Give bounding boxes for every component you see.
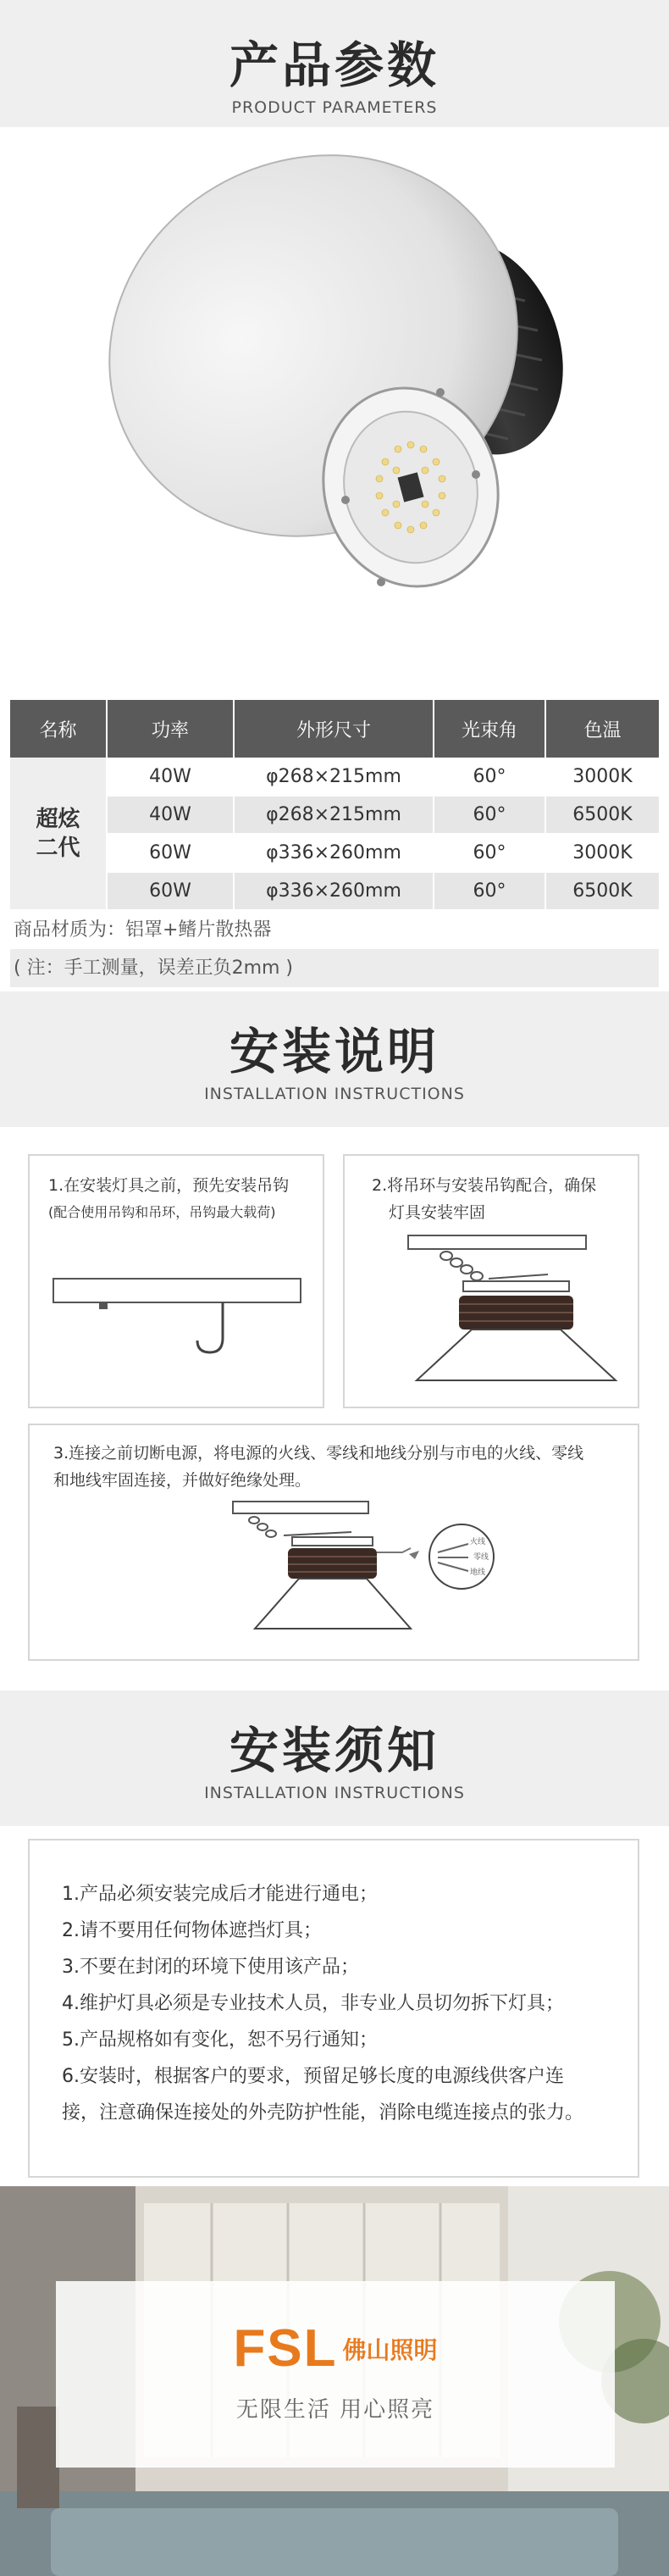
list-item: 接，注意确保连接处的外壳防护性能，消除电缆连接点的张力。 bbox=[62, 2102, 584, 2124]
col-header-power: 功率 bbox=[107, 700, 234, 758]
params-header bbox=[0, 0, 669, 127]
notice-header bbox=[0, 1690, 669, 1826]
step3-text-line2: 和地线牢固连接，并做好绝缘处理。 bbox=[53, 1471, 312, 1490]
params-title: 产品参数 bbox=[229, 36, 440, 94]
brand-logo-cn: 佛山照明 bbox=[342, 2335, 438, 2364]
hook-diagram bbox=[30, 1156, 326, 1410]
step2-text: 2.将吊环与安装吊钩配合，确保 bbox=[372, 1176, 597, 1195]
install-title: 安装说明 bbox=[229, 1023, 440, 1080]
list-item: 2.请不要用任何物体遮挡灯具； bbox=[62, 1920, 322, 1941]
product-name-line1: 超炫 bbox=[36, 806, 80, 832]
brand-logo-text: FSL bbox=[233, 2319, 338, 2378]
col-header-angle: 光束角 bbox=[434, 700, 545, 758]
material-note: 商品材质为：铝罩+鳍片散热器 bbox=[10, 911, 659, 949]
step2-text-line2: 灯具安装牢固 bbox=[389, 1203, 486, 1222]
cell-size: φ336×260mm bbox=[234, 872, 434, 910]
notice-title: 安装须知 bbox=[229, 1722, 440, 1779]
table-row bbox=[10, 872, 659, 910]
spec-table bbox=[10, 700, 659, 911]
install-subtitle: INSTALLATION INSTRUCTIONS bbox=[204, 1085, 465, 1103]
step1-subtext: (配合使用吊钩和吊环，吊钩最大载荷) bbox=[48, 1204, 276, 1220]
wiring-diagram bbox=[30, 1425, 641, 1663]
table-row bbox=[10, 758, 659, 796]
params-subtitle: PRODUCT PARAMETERS bbox=[231, 98, 438, 117]
table-row bbox=[10, 796, 659, 834]
col-header-name: 名称 bbox=[10, 700, 107, 758]
cell-size: φ268×215mm bbox=[234, 796, 434, 834]
brand-slogan: 无限生活 用心照亮 bbox=[235, 2397, 435, 2423]
brand-logo bbox=[56, 2318, 615, 2379]
measure-note: ( 注：手工测量，误差正负2mm ) bbox=[10, 949, 659, 987]
cell-angle: 60° bbox=[434, 834, 545, 872]
spec-table-header bbox=[10, 700, 659, 758]
cell-size: φ268×215mm bbox=[234, 758, 434, 796]
install-step-3 bbox=[28, 1424, 639, 1661]
list-item: 1.产品必须安装完成后才能进行通电； bbox=[62, 1884, 378, 1905]
product-name-line2: 二代 bbox=[36, 835, 80, 861]
install-step-2 bbox=[343, 1154, 639, 1408]
cell-angle: 60° bbox=[434, 872, 545, 910]
step1-text: 1.在安装灯具之前，预先安装吊钩 bbox=[48, 1176, 290, 1195]
product-image bbox=[0, 127, 669, 686]
highbay-lamp-illustration bbox=[0, 127, 669, 686]
mounted-lamp-diagram bbox=[345, 1156, 641, 1410]
cell-power: 40W bbox=[107, 758, 234, 796]
cell-temp: 6500K bbox=[545, 796, 659, 834]
cell-power: 40W bbox=[107, 796, 234, 834]
list-item: 4.维护灯具必须是专业技术人员，非专业人员切勿拆下灯具； bbox=[62, 1993, 564, 2014]
cell-angle: 60° bbox=[434, 796, 545, 834]
wire-label-ground: 地线 bbox=[470, 1568, 486, 1577]
notice-list bbox=[28, 1839, 639, 2178]
list-item: 5.产品规格如有变化，恕不另行通知； bbox=[62, 2029, 378, 2051]
cell-temp: 3000K bbox=[545, 834, 659, 872]
cell-power: 60W bbox=[107, 834, 234, 872]
col-header-temp: 色温 bbox=[545, 700, 659, 758]
cell-angle: 60° bbox=[434, 758, 545, 796]
col-header-size: 外形尺寸 bbox=[234, 700, 434, 758]
table-row bbox=[10, 834, 659, 872]
install-header bbox=[0, 991, 669, 1127]
notice-subtitle: INSTALLATION INSTRUCTIONS bbox=[204, 1784, 465, 1802]
product-name-cell bbox=[10, 758, 107, 910]
cell-temp: 3000K bbox=[545, 758, 659, 796]
brand-banner bbox=[0, 2186, 669, 2576]
cell-power: 60W bbox=[107, 872, 234, 910]
cell-temp: 6500K bbox=[545, 872, 659, 910]
cell-size: φ336×260mm bbox=[234, 834, 434, 872]
list-item: 6.安装时，根据客户的要求，预留足够长度的电源线供客户连 bbox=[62, 2066, 564, 2087]
wire-label-live: 火线 bbox=[470, 1538, 486, 1546]
install-step-1 bbox=[28, 1154, 324, 1408]
wire-label-neutral: 零线 bbox=[473, 1553, 489, 1562]
list-item: 3.不要在封闭的环境下使用该产品； bbox=[62, 1957, 359, 1978]
step3-text: 3.连接之前切断电源，将电源的火线、零线和地线分别与市电的火线、零线 bbox=[53, 1444, 584, 1463]
brand-box bbox=[56, 2281, 615, 2468]
